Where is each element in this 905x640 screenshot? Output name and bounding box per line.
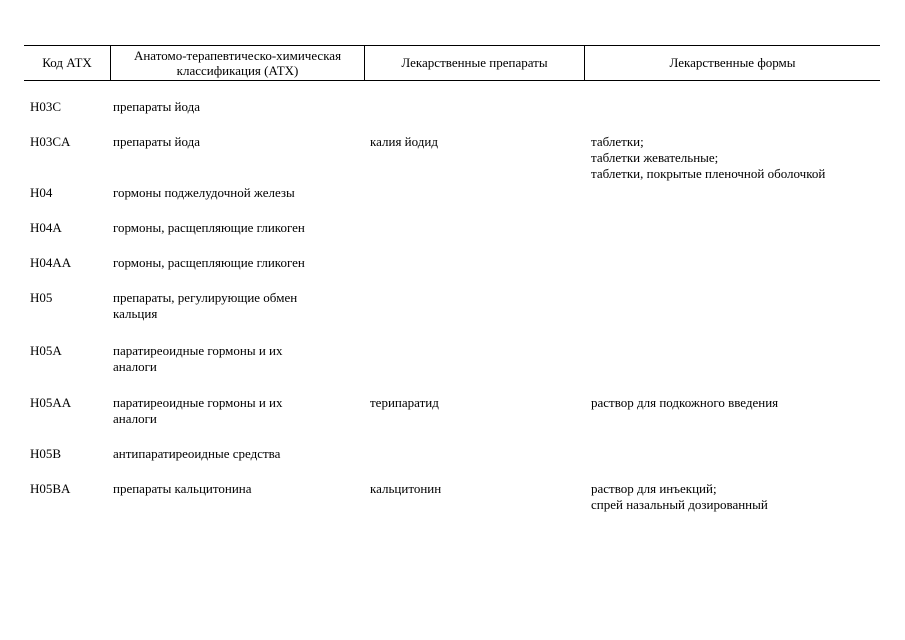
atc-code: H04AA xyxy=(30,255,72,270)
atc-classification xyxy=(113,446,353,462)
classification-line: антипаратиреоидные средства xyxy=(113,446,281,461)
header-code-label: Код АТХ xyxy=(42,55,92,70)
header-forms-label: Лекарственные формы xyxy=(669,55,796,70)
drug-name: терипаратид xyxy=(370,395,439,410)
dosage-form-line: раствор для инъекций; xyxy=(591,481,717,496)
atc-code: H05AA xyxy=(30,395,72,410)
dosage-forms xyxy=(591,481,891,513)
table-header-bottom-border xyxy=(24,80,880,81)
header-classification-line: Анатомо-терапевтическо-химическая xyxy=(133,47,342,63)
header-classification xyxy=(111,45,364,80)
dosage-form-line: таблетки, покрытые пленочной оболочкой xyxy=(591,166,826,181)
atc-classification xyxy=(113,343,353,375)
dosage-forms xyxy=(591,134,891,182)
atc-code: H04A xyxy=(30,220,62,235)
drug-name: кальцитонин xyxy=(370,481,442,496)
header-drugs-label: Лекарственные препараты xyxy=(401,55,548,70)
dosage-forms xyxy=(591,395,891,411)
header-code xyxy=(24,45,110,80)
classification-line: паратиреоидные гормоны и их xyxy=(113,395,283,410)
classification-line: препараты йода xyxy=(113,134,201,149)
dosage-form-line: спрей назальный дозированный xyxy=(591,497,768,512)
classification-line: гормоны, расщепляющие гликоген xyxy=(113,220,305,235)
atc-code: H03CA xyxy=(30,134,71,149)
classification-line: препараты, регулирующие обмен xyxy=(113,290,298,305)
atc-code: H05 xyxy=(30,290,53,305)
classification-line: аналоги xyxy=(113,411,157,426)
atc-code: H05BA xyxy=(30,481,71,496)
dosage-form-line: раствор для подкожного введения xyxy=(591,395,779,410)
drug-name: калия йодид xyxy=(370,134,438,149)
classification-line: гормоны, расщепляющие гликоген xyxy=(113,255,305,270)
atc-classification xyxy=(113,185,353,201)
dosage-form-line: таблетки жевательные; xyxy=(591,150,719,165)
atc-classification xyxy=(113,395,353,427)
dosage-form-line: таблетки; xyxy=(591,134,644,149)
header-drugs xyxy=(365,45,584,80)
classification-line: препараты кальцитонина xyxy=(113,481,252,496)
atc-code: H05A xyxy=(30,343,62,358)
atc-code: H04 xyxy=(30,185,53,200)
atc-code: H05B xyxy=(30,446,62,461)
atc-classification xyxy=(113,220,353,236)
header-forms xyxy=(585,45,880,80)
classification-line: кальция xyxy=(113,306,158,321)
atc-classification xyxy=(113,99,353,115)
classification-line: аналоги xyxy=(113,359,157,374)
atc-classification xyxy=(113,134,353,150)
atc-classification xyxy=(113,481,353,497)
classification-line: гормоны поджелудочной железы xyxy=(113,185,295,200)
header-classification-line: классификация (АТХ) xyxy=(176,62,299,78)
atc-classification xyxy=(113,290,353,322)
classification-line: препараты йода xyxy=(113,99,201,114)
classification-line: паратиреоидные гормоны и их xyxy=(113,343,283,358)
atc-classification xyxy=(113,255,353,271)
atc-code: H03C xyxy=(30,99,62,114)
